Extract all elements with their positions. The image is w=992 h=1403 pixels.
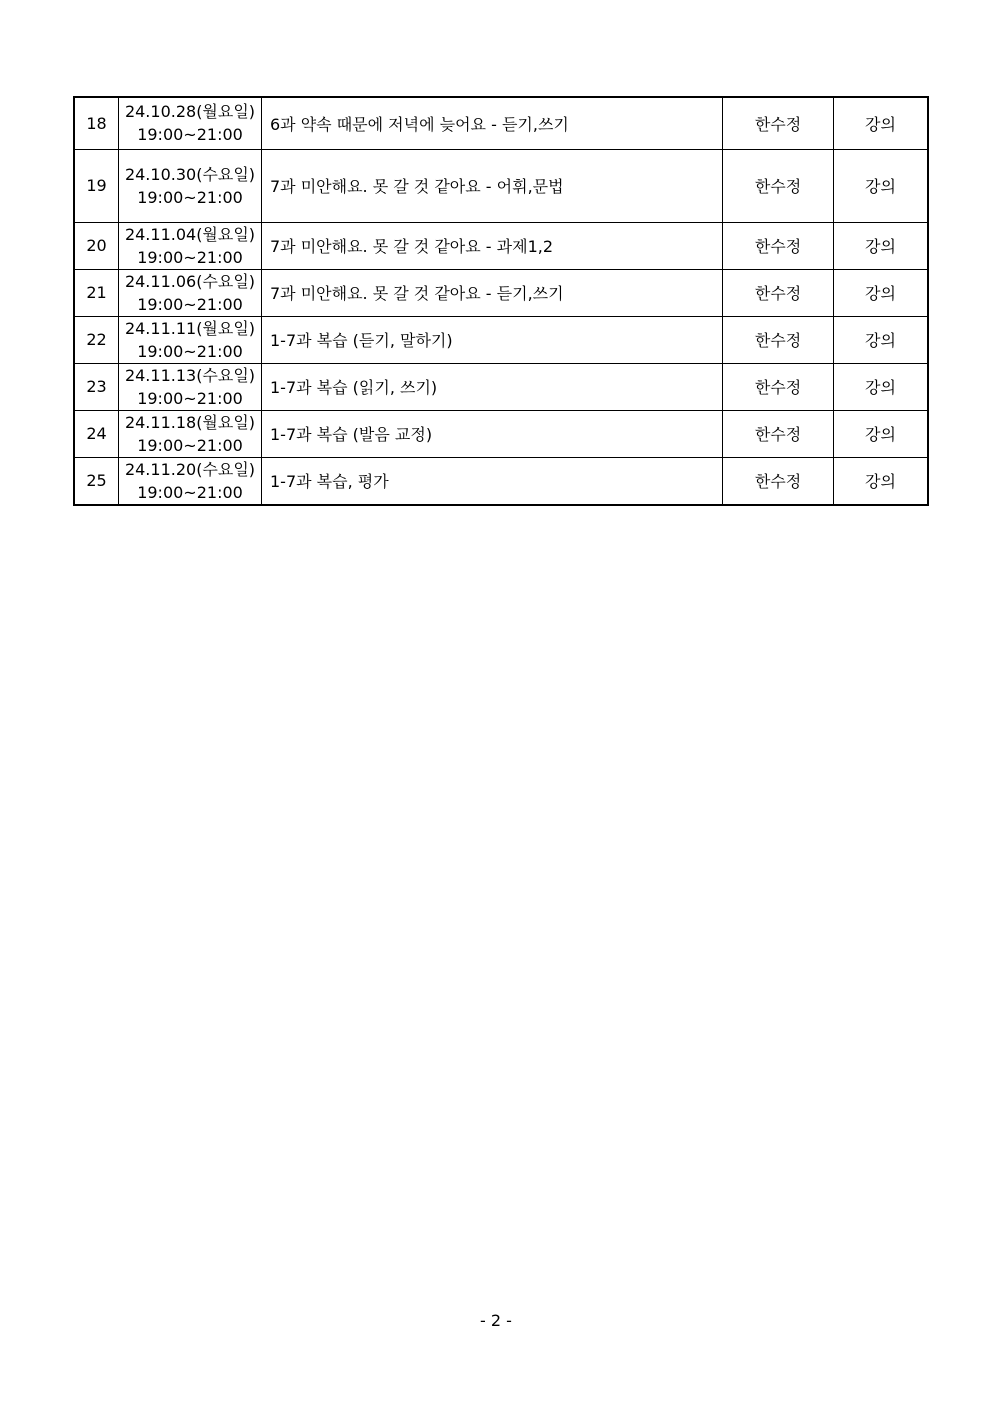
session-topic: 6과 약속 때문에 저녁에 늦어요 - 듣기,쓰기	[262, 97, 723, 149]
session-date: 24.11.18(월요일)	[124, 412, 256, 432]
session-instructor: 한수정	[723, 363, 834, 410]
session-time: 19:00~21:00	[137, 247, 243, 267]
session-time: 19:00~21:00	[137, 187, 243, 207]
session-type: 강의	[834, 363, 929, 410]
session-datetime	[119, 97, 262, 149]
session-instructor: 한수정	[723, 457, 834, 505]
session-time: 19:00~21:00	[137, 435, 243, 455]
session-topic: 1-7과 복습 (읽기, 쓰기)	[262, 363, 723, 410]
session-topic: 7과 미안해요. 못 갈 것 같아요 - 과제1,2	[262, 222, 723, 269]
table-row	[74, 269, 928, 316]
session-date: 24.11.04(월요일)	[124, 224, 256, 244]
session-number: 20	[74, 222, 119, 269]
session-number: 18	[74, 97, 119, 149]
session-type: 강의	[834, 97, 929, 149]
session-time: 19:00~21:00	[137, 388, 243, 408]
table-row	[74, 97, 928, 149]
session-topic: 1-7과 복습 (듣기, 말하기)	[262, 316, 723, 363]
session-number: 23	[74, 363, 119, 410]
table-row	[74, 316, 928, 363]
session-type: 강의	[834, 457, 929, 505]
schedule-table	[73, 96, 929, 506]
session-type: 강의	[834, 410, 929, 457]
session-time: 19:00~21:00	[137, 294, 243, 314]
session-time: 19:00~21:00	[137, 125, 243, 145]
session-instructor: 한수정	[723, 410, 834, 457]
session-date: 24.10.30(수요일)	[124, 164, 256, 184]
session-number: 21	[74, 269, 119, 316]
session-number: 19	[74, 149, 119, 222]
session-number: 25	[74, 457, 119, 505]
session-type: 강의	[834, 149, 929, 222]
session-topic: 1-7과 복습, 평가	[262, 457, 723, 505]
session-date: 24.11.06(수요일)	[124, 271, 256, 291]
session-datetime	[119, 222, 262, 269]
session-date: 24.11.20(수요일)	[124, 459, 256, 479]
session-instructor: 한수정	[723, 269, 834, 316]
session-topic: 1-7과 복습 (발음 교정)	[262, 410, 723, 457]
session-time: 19:00~21:00	[137, 482, 243, 502]
session-type: 강의	[834, 269, 929, 316]
session-date: 24.10.28(월요일)	[124, 102, 256, 122]
session-instructor: 한수정	[723, 149, 834, 222]
session-datetime	[119, 410, 262, 457]
session-type: 강의	[834, 222, 929, 269]
session-datetime	[119, 363, 262, 410]
session-datetime	[119, 316, 262, 363]
session-datetime	[119, 457, 262, 505]
table-row	[74, 222, 928, 269]
session-date: 24.11.13(수요일)	[124, 365, 256, 385]
page-number: - 2 -	[480, 1311, 512, 1330]
table-row	[74, 363, 928, 410]
session-instructor: 한수정	[723, 97, 834, 149]
session-date: 24.11.11(월요일)	[124, 318, 256, 338]
session-type: 강의	[834, 316, 929, 363]
session-datetime	[119, 269, 262, 316]
session-topic: 7과 미안해요. 못 갈 것 같아요 - 듣기,쓰기	[262, 269, 723, 316]
session-number: 24	[74, 410, 119, 457]
session-time: 19:00~21:00	[137, 341, 243, 361]
table-row	[74, 457, 928, 505]
session-instructor: 한수정	[723, 222, 834, 269]
session-topic: 7과 미안해요. 못 갈 것 같아요 - 어휘,문법	[262, 149, 723, 222]
table-row	[74, 149, 928, 222]
session-instructor: 한수정	[723, 316, 834, 363]
session-number: 22	[74, 316, 119, 363]
table-row	[74, 410, 928, 457]
schedule-table-body	[74, 97, 928, 505]
session-datetime	[119, 149, 262, 222]
